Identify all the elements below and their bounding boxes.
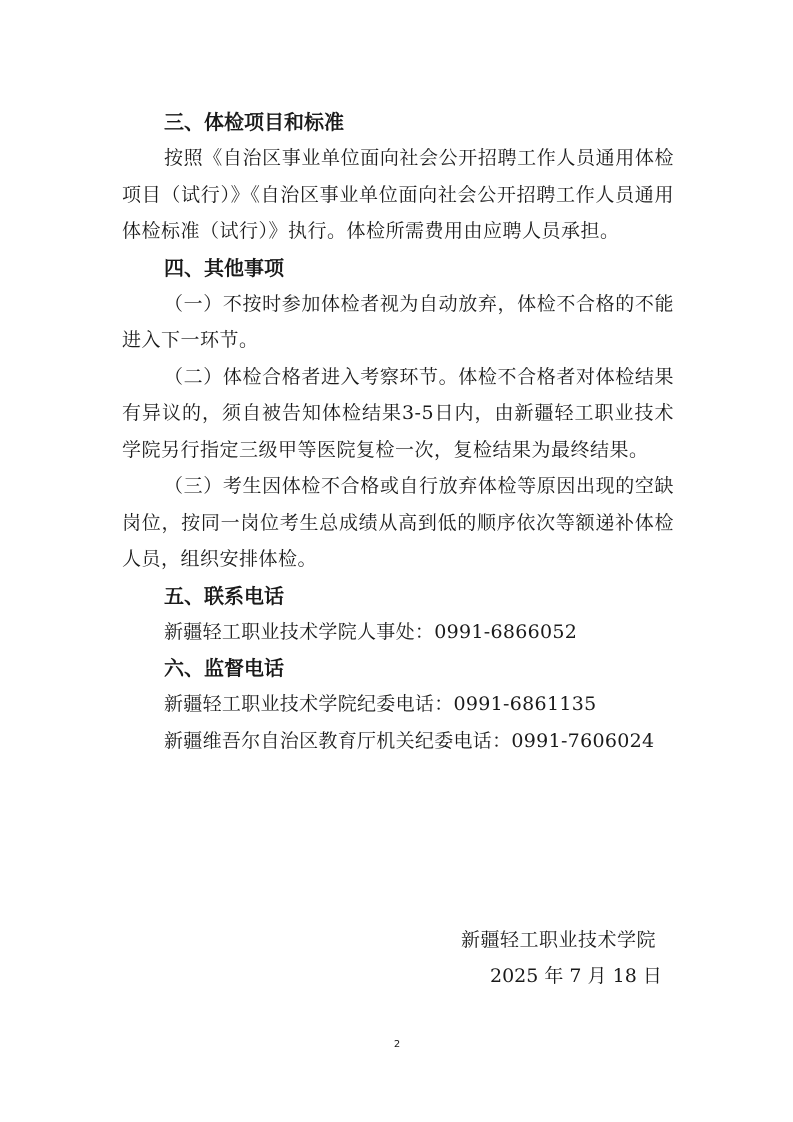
exam-items-paragraph: 按照《自治区事业单位面向社会公开招聘工作人员通用体检项目（试行）》《自治区事业单位面向社会公开招聘工作人员通用体检标准（试行）》执行。体检所需费用由应聘人员承担。: [122, 147, 674, 242]
section-heading-other-matters: 四、其他事项: [164, 255, 284, 280]
section-heading-contact-phone: 五、联系电话: [164, 583, 284, 608]
page-number: 2: [393, 1039, 401, 1050]
section-heading-exam-items: 三、体检项目和标准: [164, 110, 344, 134]
supervision-phone-line-college: 新疆轻工职业技术学院纪委电话：0991-6861135: [164, 693, 597, 715]
supervision-phone-line-education-dept: 新疆维吾尔自治区教育厅机关纪委电话：0991-7606024: [164, 729, 655, 752]
other-matters-item-2: （二）体检合格者进入考察环节。体检不合格者对体检结果有异议的，须自被告知体检结果3-5日内，由新疆轻工职业技术学院另行指定三级甲等医院复检一次，复检结果为最终结果。: [122, 365, 674, 461]
document-body: [122, 104, 674, 759]
signature-organization: 新疆轻工职业技术学院: [461, 929, 657, 951]
signature-date: 2025 年 7 月 18 日: [490, 965, 662, 987]
contact-phone-line: 新疆轻工职业技术学院人事处：0991-6866052: [164, 620, 578, 643]
other-matters-item-1: （一）不按时参加体检者视为自动放弃，体检不合格的不能进入下一环节。: [122, 292, 674, 351]
section-heading-supervision-phone: 六、监督电话: [164, 656, 284, 680]
other-matters-item-3: （三）考生因体检不合格或自行放弃体检等原因出现的空缺岗位，按同一岗位考生总成绩从高到低的顺序依次等额递补体检人员，组织安排体检。: [122, 475, 674, 570]
